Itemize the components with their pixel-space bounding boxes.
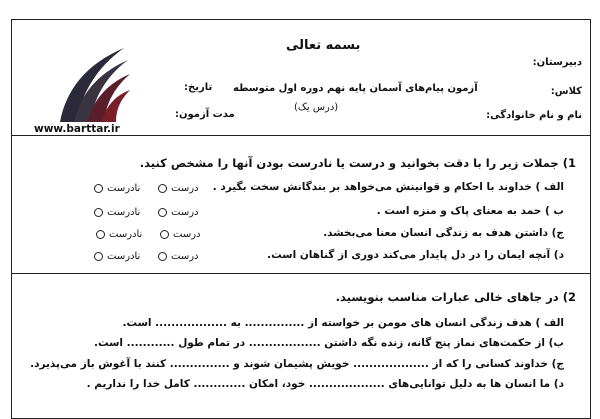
q2-item: ب) از حکمت‌های نماز پنج گانه، زنده نگه داشتن .................. در تمام طول ............ است. — [93, 337, 564, 349]
radio-icon[interactable] — [160, 230, 169, 239]
false-label: نادرست — [107, 251, 141, 262]
q1-text: جملات زیر را با دقت بخوانید و درست یا نادرست بودن آنها را مشخص کنید. — [139, 156, 559, 170]
true-label: درست — [173, 229, 201, 240]
false-option[interactable] — [94, 251, 140, 262]
q2-item: الف ) هدف زندگی انسان های مومن بر خواسته از ............... به .................. است. — [122, 317, 564, 329]
q2-title — [336, 290, 576, 304]
q1-item: الف ) خداوند با احکام و قوانینش می‌خواهد بر بندگانش سخت بگیرد . — [212, 181, 564, 193]
q2-item: د) ما انسان ها به دلیل توانایی‌های ................... خود، امکان ............. کامل خدا را نداریم . — [86, 378, 564, 390]
class-label: کلاس: — [550, 86, 582, 97]
radio-icon[interactable] — [96, 230, 105, 239]
date-label: تاریخ: — [184, 82, 213, 93]
q2-number: 2) — [562, 290, 576, 304]
radio-icon[interactable] — [158, 252, 167, 261]
radio-icon[interactable] — [94, 208, 103, 217]
true-option[interactable] — [158, 251, 198, 262]
radio-icon[interactable] — [158, 184, 167, 193]
student-name-label: نام و نام خانوادگی: — [486, 110, 582, 121]
duration-label: مدت آزمون: — [175, 109, 235, 120]
true-label: درست — [171, 251, 199, 262]
exam-sheet — [11, 19, 591, 419]
website-link[interactable]: www.barttar.ir — [34, 123, 120, 135]
radio-icon[interactable] — [94, 252, 103, 261]
q1-item: ب ) حمد به معنای پاک و منزه است . — [376, 205, 564, 217]
q2-item: ج) خداوند کسانی را که از ................... خویش پشیمان شوند و ............... کنند با آغوش باز می‌پذیرد. — [30, 358, 564, 370]
school-label: دبیرستان: — [532, 57, 582, 68]
false-option[interactable] — [96, 229, 142, 240]
true-label: درست — [171, 183, 199, 194]
q1-number: 1) — [562, 156, 576, 170]
q1-title — [140, 156, 576, 170]
false-label: نادرست — [107, 207, 141, 218]
lesson-label: (درس یک) — [294, 102, 339, 113]
false-label: نادرست — [107, 183, 141, 194]
true-option[interactable] — [158, 207, 198, 218]
q1-item: ج) داشتن هدف به زندگی انسان معنا می‌بخشد. — [323, 227, 564, 239]
false-option[interactable] — [94, 183, 140, 194]
true-label: درست — [171, 207, 199, 218]
radio-icon[interactable] — [158, 208, 167, 217]
exam-title: آزمون پیام‌های آسمان پایه نهم دوره اول متوسطه — [233, 83, 478, 94]
q2-text: در جاهای خالی عبارات مناسب بنویسید. — [335, 290, 559, 304]
logo-icon — [52, 42, 132, 124]
false-option[interactable] — [94, 207, 140, 218]
basmala: بسمه تعالی — [286, 38, 361, 53]
exam-header — [12, 20, 590, 136]
radio-icon[interactable] — [94, 184, 103, 193]
section-divider — [12, 273, 590, 274]
true-option[interactable] — [158, 183, 198, 194]
false-label: نادرست — [109, 229, 143, 240]
true-option[interactable] — [160, 229, 200, 240]
q1-item: د) آنچه ایمان را در دل پایدار می‌کند دوری از گناهان است. — [267, 249, 564, 261]
